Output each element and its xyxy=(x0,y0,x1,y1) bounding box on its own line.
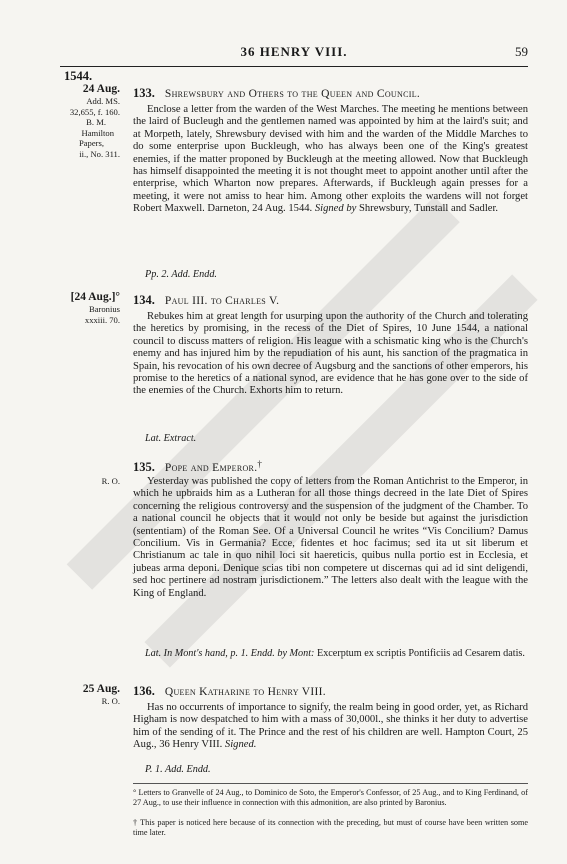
margin-reference: R. O. xyxy=(101,696,120,706)
entry-133-heading xyxy=(133,86,420,101)
entry-title: Shrewsbury and Others to the Queen and Council. xyxy=(164,88,421,100)
entry-number: 134. xyxy=(133,293,155,307)
entry-136-heading xyxy=(133,684,326,699)
page-number: 59 xyxy=(515,44,528,59)
margin-date: 24 Aug. xyxy=(82,83,120,95)
margin-reference: Baronius xxxiii. 70. xyxy=(84,304,120,325)
entry-135-heading xyxy=(133,459,262,475)
entry-number: 133. xyxy=(133,86,155,100)
margin-date: 25 Aug. xyxy=(82,683,120,695)
entry-136-note: P. 1. Add. Endd. xyxy=(145,764,211,775)
entry-135-note: Lat. In Mont's hand, p. 1. Endd. by Mont: Excerptum ex scriptis Pontificiis ad Cesarem datis. xyxy=(145,648,525,659)
footnote-divider xyxy=(133,783,528,784)
entry-134-margin xyxy=(10,291,120,325)
entry-136-body: Has no occurrents of importance to signify, the realm being in good order, yet, as Richard Higham is now despatched to him with a mass of 30,000l., she thinks it her duty to advertise him of the sending of it. The Prince and the rest of his children are well. Hampton Court, 25 Aug., 36 Henry VIII. Signed. xyxy=(133,702,528,751)
entry-134-heading xyxy=(133,293,279,308)
page-header xyxy=(60,38,528,67)
entry-134-body: Rebukes him at great length for usurping upon the authority of the Church and tolerating the heretics by promising, in the recess of the Diet of Spires, 10 June 1544, a national council to discuss matters of religion. His league with a schismatic king who is the Church's enemy and has injured him by the repudiation of his aunt, his sanction of the pragmatica in Spain, his revocation of his own decree of Augsburg and the sanctions of other emperors, his promise to the heretics of a national synod, are evidence that he has gone over to the side of the enemies of the Church. Exhorts him to return. xyxy=(133,311,528,397)
entry-title: Paul III. to Charles V. xyxy=(164,295,280,307)
entry-134-note: Lat. Extract. xyxy=(145,433,197,444)
footnote-marker: † xyxy=(257,459,262,469)
entry-title: Pope and Emperor. xyxy=(164,462,258,474)
footnote-2: † This paper is noticed here because of its connection with the preceding, but must of course have been written some time later. xyxy=(133,818,528,837)
running-head: 36 HENRY VIII. xyxy=(240,44,348,59)
footnote-1: ° Letters to Granvelle of 24 Aug., to Dominico de Soto, the Emperor's Confessor, of 25 Aug., and to King Ferdinand, of 27 Aug., to use their influence in connection with this admonition, are also printed by Baronius. xyxy=(133,788,528,807)
entry-133-margin xyxy=(10,83,120,159)
entry-number: 135. xyxy=(133,460,155,474)
entry-title: Queen Katharine to Henry VIII. xyxy=(164,686,326,698)
entry-135-body: Yesterday was published the copy of letters from the Roman Antichrist to the Emperor, in which he upbraids him as a Lutheran for all those things decreed in the late Diet of Spires concerning the religious controversy and the suspension of the judgment of the Chamber. To a national council he objects that it would not only be beside but against the jurisdiction (sententiam) of the Roman See. Of a Universal Council he writes “Vis Concilium? Damus Concilium. Vis in Germania? Ecce, fidentes et hoc facimus; sed ita ut sit liberum et Christianum ac tale in quo nihil loci sit haereticis, quibus nulla portio est in Ecclesia, et jubeas arma deponi. Denique scias tibi non competere ut discernas qui ad id sint deligendi, sed hoc pertinere ad nostram jurisdictionem.” The letters also dealt with the league with the King of England. xyxy=(133,476,528,599)
signed-label: Signed. xyxy=(224,739,257,751)
entry-133-body: Enclose a letter from the warden of the West Marches. The meeting he mentions between the laird of Bucleugh and the gentlemen named was appointed by him at the laird's suit; and at Morpeth, lately, Shrewsbury devised with him and the warden of the Middle Marches to do some enterprise upon Buckleugh, who has always been one of the King's greatest enemies, if the matter proponed by Buckleugh at the meeting allowed. Now that Buckleugh has himself disappointed the meeting it is not thought meet to appoint another until after the enterprise, which Wharton now prepares. Afterwards, if Buckleugh again presses for a meeting, it were not amiss to hear him. Among other exploits the wardens will not forget Robert Maxwell. Darneton, 24 Aug. 1544. Signed by Shrewsbury, Tunstall and Sadler. xyxy=(133,104,528,215)
margin-reference: Add. MS. 32,655, f. 160. B. M. Hamilton Papers, ii., No. 311. xyxy=(69,96,120,159)
entry-136-margin xyxy=(10,683,120,707)
margin-year: 1544. xyxy=(64,69,93,83)
margin-date: [24 Aug.]° xyxy=(70,291,120,303)
entry-133-note: Pp. 2. Add. Endd. xyxy=(145,269,217,280)
entry-135-margin xyxy=(10,476,120,487)
margin-reference: R. O. xyxy=(101,476,120,486)
entry-number: 136. xyxy=(133,684,155,698)
signed-label: Signed by xyxy=(314,203,357,215)
